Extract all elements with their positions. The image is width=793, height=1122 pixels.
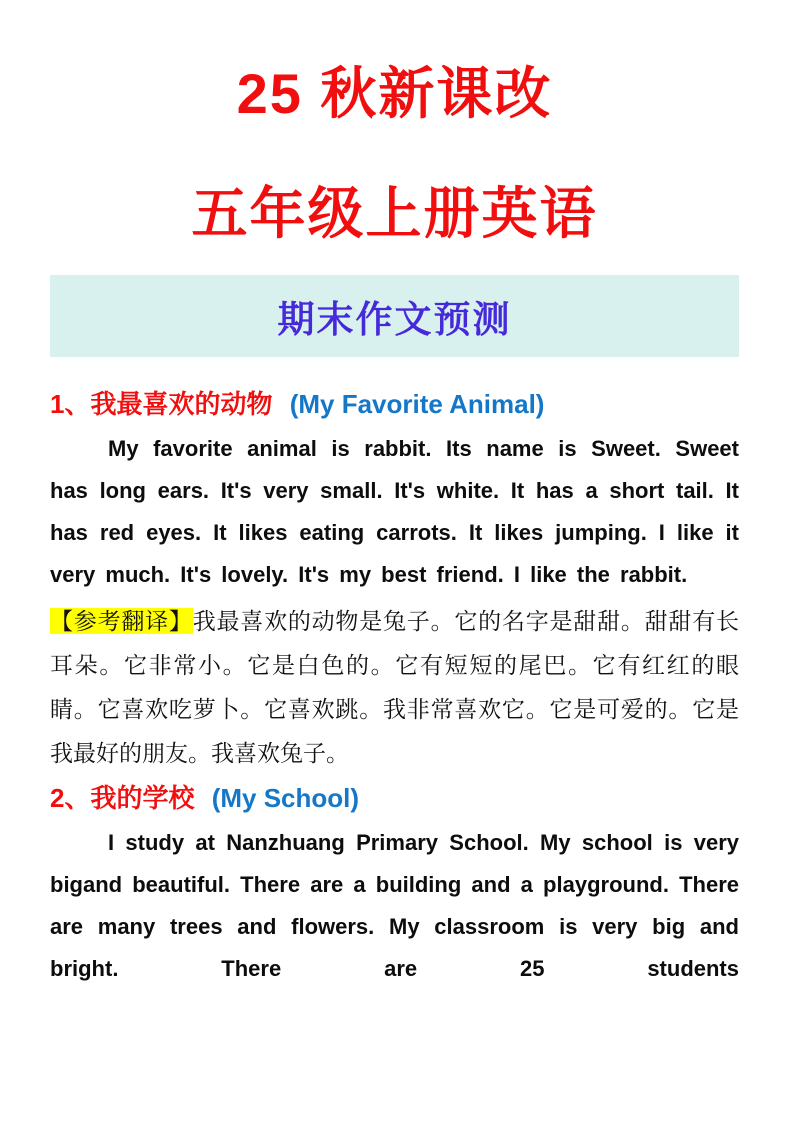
banner: [50, 275, 739, 357]
section-1-heading-cn: 1、我最喜欢的动物: [50, 388, 273, 419]
main-title-line2: 五年级上册英语: [191, 182, 598, 246]
translation-text: 我最喜欢的动物是兔子。它的名字是甜甜。甜甜有长耳朵。它非常小。它是白色的。它有短短的尾巴。它有红红的眼睛。它喜欢吃萝卜。它喜欢跳。我非常喜欢它。它是可爱的。它是我最好的朋友。我喜欢兔子。: [50, 607, 740, 766]
section-2-heading: [50, 781, 739, 815]
section-1-english-paragraph: My favorite animal is rabbit. Its name is Sweet. Sweet has long ears. It's very small. It's white. It has a short tail. It has red eyes. It likes eating carrots. It likes jumping. I like it very much. It's lovely. It's my best friend. I like the rabbit.: [50, 435, 739, 587]
section-2-heading-en: (My School): [211, 782, 360, 813]
section-2-heading-cn: 2、我的学校: [50, 782, 195, 813]
section-1-translation-paragraph: [50, 599, 739, 775]
section-1-heading: [50, 387, 739, 421]
main-title-line1: 25 秋新课改: [236, 62, 553, 125]
section-1-heading-en: (My Favorite Animal): [289, 388, 545, 419]
section-favorite-animal: [50, 387, 739, 775]
translation-label: 【参考翻译】: [50, 607, 193, 634]
banner-title: 期末作文预测: [277, 298, 512, 340]
section-my-school: [50, 781, 739, 990]
section-2-english-paragraph: I study at Nanzhuang Primary School. My school is very bigand beautiful. There are a building and a playground. There are many trees and flowers. My classroom is very big and bright. There are 25 students: [50, 829, 739, 981]
